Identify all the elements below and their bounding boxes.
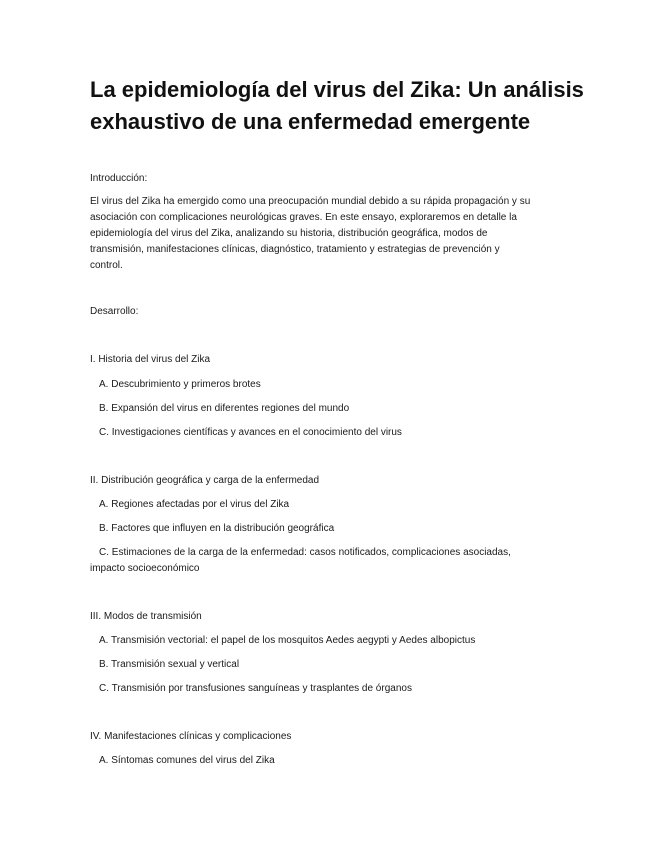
intro-line: El virus del Zika ha emergido como una preocupación mundial debido a su rápida propagación y su <box>90 196 531 207</box>
outline-item: A. Síntomas comunes del virus del Zika <box>99 755 275 766</box>
intro-line: asociación con complicaciones neurológicas graves. En este ensayo, exploraremos en detalle la <box>90 212 517 223</box>
section-heading: II. Distribución geográfica y carga de la enfermedad <box>90 475 320 486</box>
intro-line: epidemiología del virus del Zika, analizando su historia, distribución geográfica, modos de <box>90 228 488 239</box>
intro-line: control. <box>90 260 123 271</box>
outline-item: C. Investigaciones científicas y avances en el conocimiento del virus <box>99 427 402 438</box>
outline-item: B. Transmisión sexual y vertical <box>99 659 240 670</box>
title-line: exhaustivo de una enfermedad emergente <box>90 109 531 134</box>
outline-item: A. Regiones afectadas por el virus del Zika <box>99 499 290 510</box>
intro-paragraph <box>90 194 560 274</box>
outline-item: B. Factores que influyen en la distribución geográfica <box>99 523 335 534</box>
intro-heading: Introducción: <box>90 173 148 184</box>
outline-item-wrapped <box>90 545 560 577</box>
outline-item-line: impacto socioeconómico <box>90 563 200 574</box>
outline-item: A. Transmisión vectorial: el papel de los mosquitos Aedes aegypti y Aedes albopictus <box>99 635 476 646</box>
document-title <box>90 74 590 138</box>
section-heading: I. Historia del virus del Zika <box>90 354 211 365</box>
title-line: La epidemiología del virus del Zika: Un análisis <box>90 77 584 102</box>
outline-item: B. Expansión del virus en diferentes regiones del mundo <box>99 403 350 414</box>
section-heading: IV. Manifestaciones clínicas y complicaciones <box>90 731 292 742</box>
outline-item: C. Transmisión por transfusiones sanguíneas y trasplantes de órganos <box>99 683 412 694</box>
outline-item: A. Descubrimiento y primeros brotes <box>99 379 261 390</box>
intro-line: transmisión, manifestaciones clínicas, diagnóstico, tratamiento y estrategias de prevención y <box>90 244 500 255</box>
outline-item-line: C. Estimaciones de la carga de la enfermedad: casos notificados, complicaciones asociadas, <box>99 547 511 558</box>
development-heading: Desarrollo: <box>90 306 139 317</box>
section-heading: III. Modos de transmisión <box>90 611 202 622</box>
